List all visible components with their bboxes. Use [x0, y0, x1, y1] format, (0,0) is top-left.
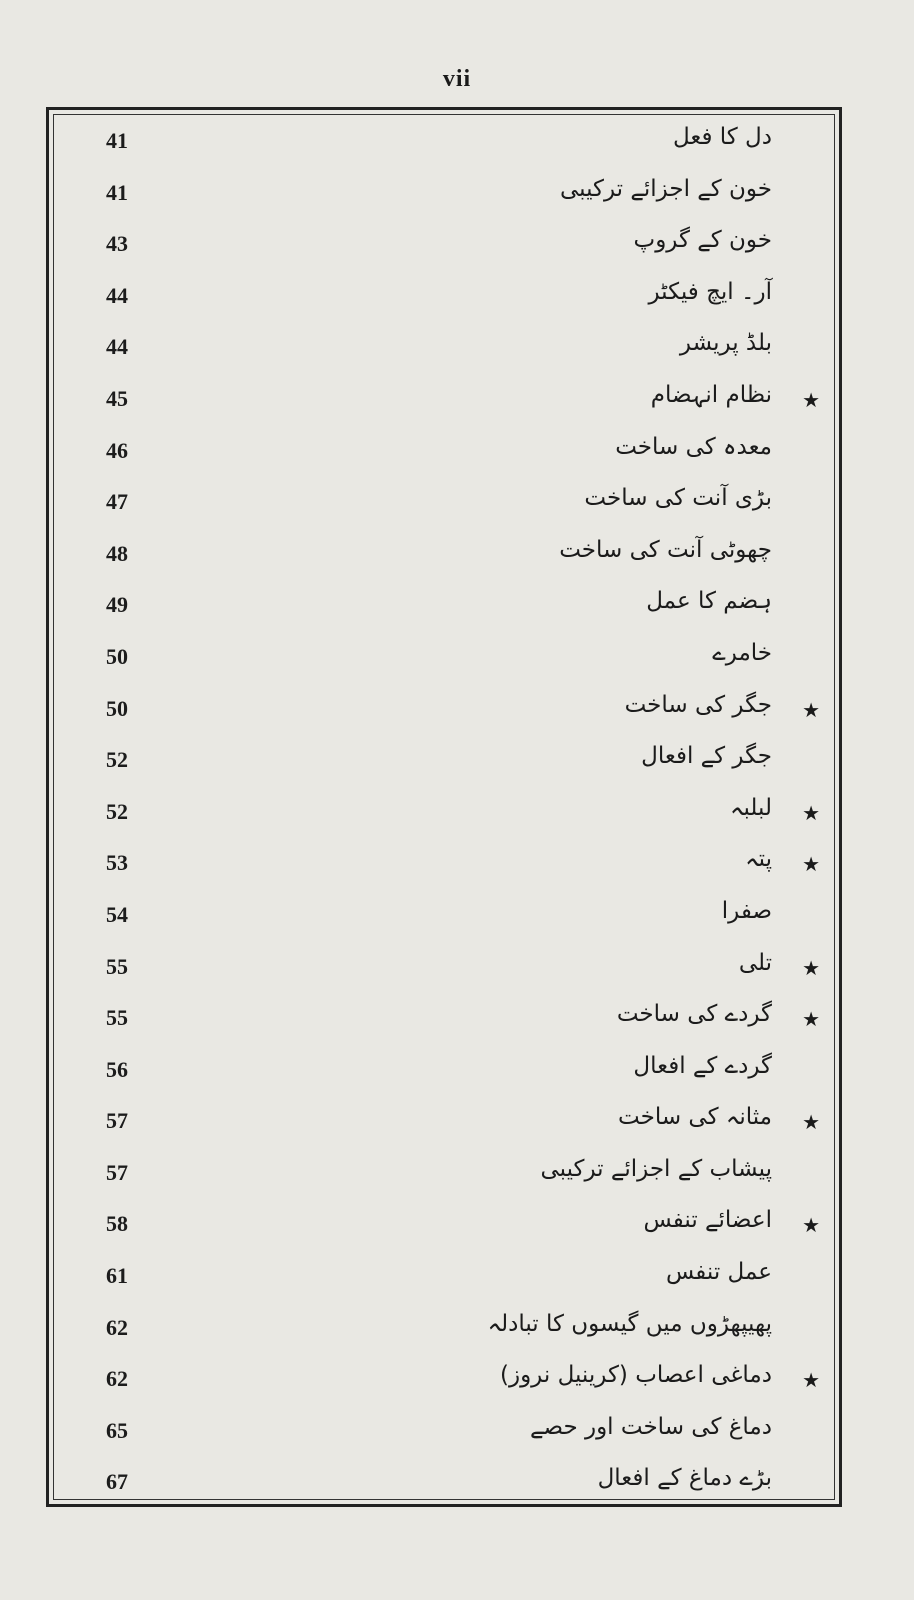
toc-entry: [46, 378, 842, 430]
toc-page-number: 44: [106, 334, 128, 360]
toc-page-number: 62: [106, 1314, 128, 1340]
toc-entry: [46, 636, 842, 688]
toc-title: خامرے: [712, 639, 772, 666]
toc-page-number: 46: [106, 437, 128, 463]
toc-title: پیشاب کے اجزائے ترکیبی: [540, 1155, 772, 1182]
toc-page-number: 52: [106, 747, 128, 773]
toc-page-number: 45: [106, 385, 128, 411]
toc-entry: [46, 739, 842, 791]
toc-title: معدہ کی ساخت: [615, 433, 772, 460]
toc-page-number: 41: [106, 179, 128, 205]
toc-entry: [46, 172, 842, 224]
toc-entry: [46, 584, 842, 636]
toc-entry: [46, 1358, 842, 1410]
toc-entry: [46, 120, 842, 172]
star-icon: ★: [802, 1368, 820, 1393]
toc-title: ہضم کا عمل: [646, 588, 772, 615]
star-icon: ★: [802, 800, 820, 825]
toc-title: خون کے اجزائے ترکیبی: [559, 175, 772, 202]
star-icon: ★: [802, 1213, 820, 1238]
toc-title: پتہ: [745, 846, 772, 873]
toc-title: تلی: [738, 949, 772, 976]
toc-entry: [46, 997, 842, 1049]
toc-title: چھوٹی آنت کی ساخت: [559, 536, 772, 563]
toc-page-number: 43: [106, 231, 128, 257]
star-icon: ★: [802, 387, 820, 412]
toc-title: پھیپھڑوں میں گیسوں کا تبادلہ: [487, 1310, 772, 1337]
toc-entry: [46, 946, 842, 998]
toc-entry: [46, 1410, 842, 1462]
toc-title: گردے کی ساخت: [616, 1001, 772, 1028]
toc-page-number: 50: [106, 643, 128, 669]
table-of-contents: [46, 120, 842, 1513]
toc-page-number: 57: [106, 1108, 128, 1134]
toc-entry: [46, 326, 842, 378]
page-number: vii: [442, 66, 472, 92]
toc-page-number: 67: [106, 1469, 128, 1495]
toc-title: جگر کے افعال: [641, 743, 772, 770]
toc-entry: [46, 842, 842, 894]
toc-title: دماغ کی ساخت اور حصے: [530, 1413, 772, 1440]
star-icon: ★: [802, 1007, 820, 1032]
toc-page-number: 62: [106, 1366, 128, 1392]
star-icon: ★: [802, 955, 820, 980]
toc-page-number: 65: [106, 1417, 128, 1443]
toc-title: دماغی اعصاب (کرینیل نروز): [499, 1362, 772, 1389]
toc-page-number: 50: [106, 695, 128, 721]
toc-title: آر۔ ایچ فیکٹر: [648, 278, 772, 305]
toc-title: خون کے گروپ: [633, 227, 772, 254]
toc-entry: [46, 1461, 842, 1513]
toc-entry: [46, 275, 842, 327]
toc-page-number: 47: [106, 489, 128, 515]
toc-entry: [46, 1307, 842, 1359]
toc-title: اعضائے تنفس: [643, 1207, 772, 1234]
toc-page-number: 53: [106, 850, 128, 876]
star-icon: ★: [802, 852, 820, 877]
toc-entry: [46, 688, 842, 740]
toc-title: جگر کی ساخت: [624, 691, 772, 718]
toc-title: مثانہ کی ساخت: [618, 1104, 772, 1131]
toc-page-number: 55: [106, 953, 128, 979]
star-icon: ★: [802, 1110, 820, 1135]
toc-page-number: 48: [106, 540, 128, 566]
toc-entry: [46, 430, 842, 482]
toc-page-number: 52: [106, 798, 128, 824]
toc-title: بلڈ پریشر: [679, 330, 772, 357]
toc-title: بڑی آنت کی ساخت: [584, 485, 772, 512]
toc-page-number: 55: [106, 1005, 128, 1031]
toc-entry: [46, 1100, 842, 1152]
toc-title: لبلبہ: [730, 794, 772, 821]
toc-entry: [46, 1152, 842, 1204]
toc-entry: [46, 1049, 842, 1101]
toc-entry: [46, 791, 842, 843]
toc-title: صفرا: [721, 897, 772, 924]
toc-page-number: 54: [106, 901, 128, 927]
toc-title: بڑے دماغ کے افعال: [597, 1465, 772, 1492]
toc-entry: [46, 533, 842, 585]
toc-page-number: 49: [106, 592, 128, 618]
toc-page-number: 56: [106, 1056, 128, 1082]
star-icon: ★: [802, 697, 820, 722]
toc-title: دل کا فعل: [672, 124, 772, 150]
toc-entry: [46, 894, 842, 946]
toc-entry: [46, 1203, 842, 1255]
toc-page-number: 41: [106, 128, 128, 153]
toc-page-number: 57: [106, 1159, 128, 1185]
toc-title: گردے کے افعال: [633, 1052, 772, 1079]
toc-entry: [46, 481, 842, 533]
toc-page-number: 44: [106, 282, 128, 308]
toc-entry: [46, 223, 842, 275]
toc-title: نظام انہضام: [650, 381, 772, 408]
toc-page-number: 58: [106, 1211, 128, 1237]
toc-page-number: 61: [106, 1263, 128, 1289]
toc-entry: [46, 1255, 842, 1307]
toc-title: عمل تنفس: [665, 1259, 772, 1286]
